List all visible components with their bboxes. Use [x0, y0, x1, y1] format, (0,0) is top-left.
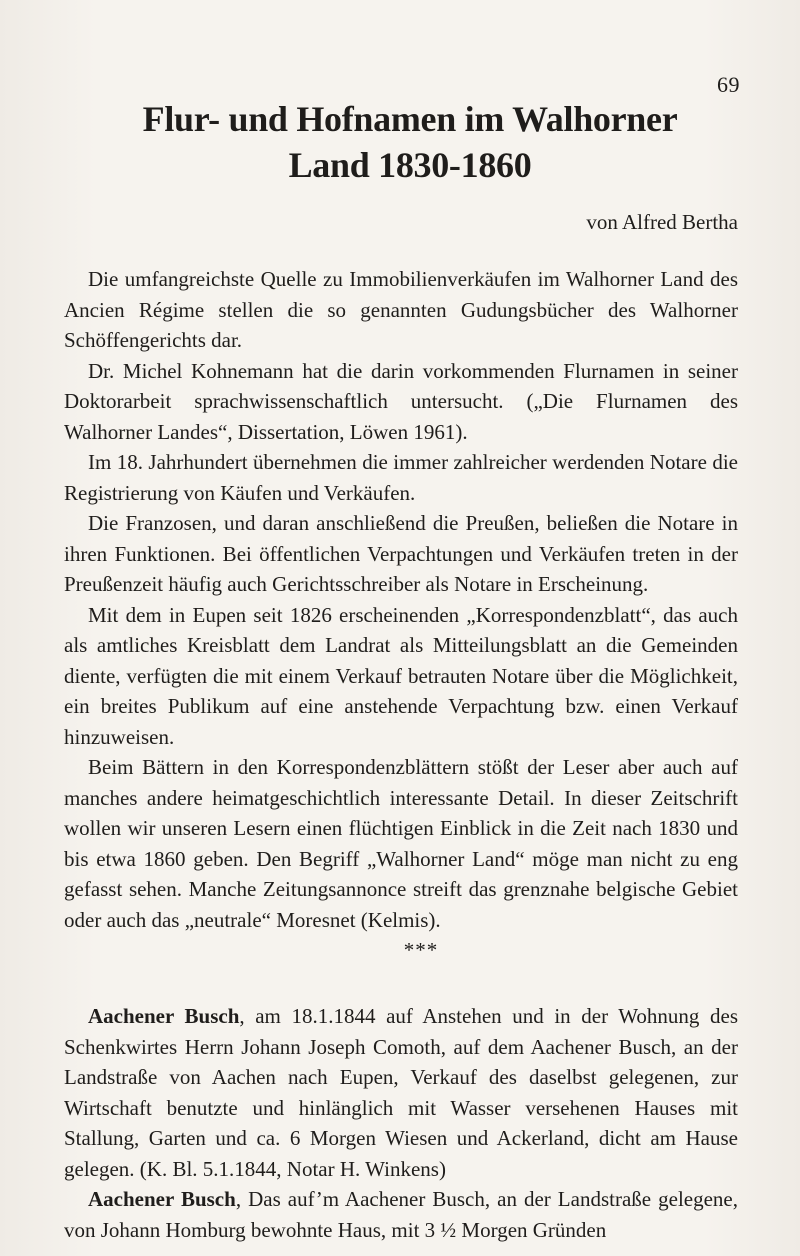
title-line-2: Land 1830-1860 [288, 145, 532, 185]
entry-paragraph [64, 1184, 738, 1245]
entry-heading: Aachener Busch [88, 1004, 240, 1028]
paragraph: Die umfangreichste Quelle zu Immobilienverkäufen im Walhorner Land des Ancien Régime stellen die so genannten Gudungsbücher des Walhorner Schöffengerichts dar. [64, 267, 738, 352]
article-body [64, 264, 738, 1245]
author-byline: von Alfred Bertha [586, 210, 738, 234]
page-number: 69 [717, 72, 740, 97]
title-line-1: Flur- und Hofnamen im Walhorner [142, 99, 678, 139]
section-separator: *** [403, 938, 439, 962]
article-title [100, 96, 720, 188]
paragraph: Dr. Michel Kohnemann hat die darin vorkommenden Flurnamen in seiner Doktorarbeit sprachwissenschaftlich untersucht. („Die Flurnamen des Walhorner Landes“, Dissertation, Löwen 1961). [64, 358, 738, 444]
entry-heading: Aachener Busch [88, 1187, 236, 1211]
entry-paragraph [64, 1001, 738, 1184]
paragraph: Beim Bättern in den Korrespondenzblättern stößt der Leser aber auch auf manches andere heimatgeschichtlich interessante Detail. In dieser Zeitschrift wollen wir unseren Lesern einen flüchtigen Einblick in die Zeit nach 1830 und bis etwa 1860 geben. Den Begriff „Walhorner Land“ möge man nicht zu eng gefasst sehen. Manche Zeitungsannonce streift das grenznahe belgische Gebiet oder auch das „neutrale“ Moresnet (Kelmis). [64, 755, 738, 932]
entry-text: , Das auf’m Aachener Busch, an der Landstraße gelegene, von Johann Homburg bewohnte Haus, mit 3 ½ Morgen Gründen [64, 1187, 738, 1242]
entry-text: , am 18.1.1844 auf Anstehen und in der Wohnung des Schenkwirtes Herrn Johann Joseph Comoth, auf dem Aachener Busch, an der Landstraße von Aachen nach Eupen, Verkauf des daselbst gelegenen, zur Wirtschaft benutzte und hinlänglich mit Wasser versehenen Hauses mit Stallung, Garten und ca. 6 Morgen Wiesen und Ackerland, dicht am Hause gelegen. (K. Bl. 5.1.1844, Notar H. Winkens) [64, 1004, 738, 1181]
paragraph: Die Franzosen, und daran anschließend die Preußen, beließen die Notare in ihren Funktionen. Bei öffentlichen Verpachtungen und Verkäufen treten in der Preußenzeit häufig auch Gerichtsschreiber als Notare in Erscheinung. [64, 511, 738, 596]
paragraph: Mit dem in Eupen seit 1826 erscheinenden „Korrespondenzblatt“, das auch als amtliches Kreisblatt dem Landrat als Mitteilungsblatt an die Gemeinden diente, verfügten die mit einem Verkauf betrauten Notare über die Möglichkeit, ein breites Publikum auf eine anstehende Verpachtung bzw. einen Verkauf hinzuweisen. [64, 602, 738, 749]
paragraph: Im 18. Jahrhundert übernehmen die immer zahlreicher werdenden Notare die Registrierung von Käufen und Verkäufen. [64, 450, 738, 505]
